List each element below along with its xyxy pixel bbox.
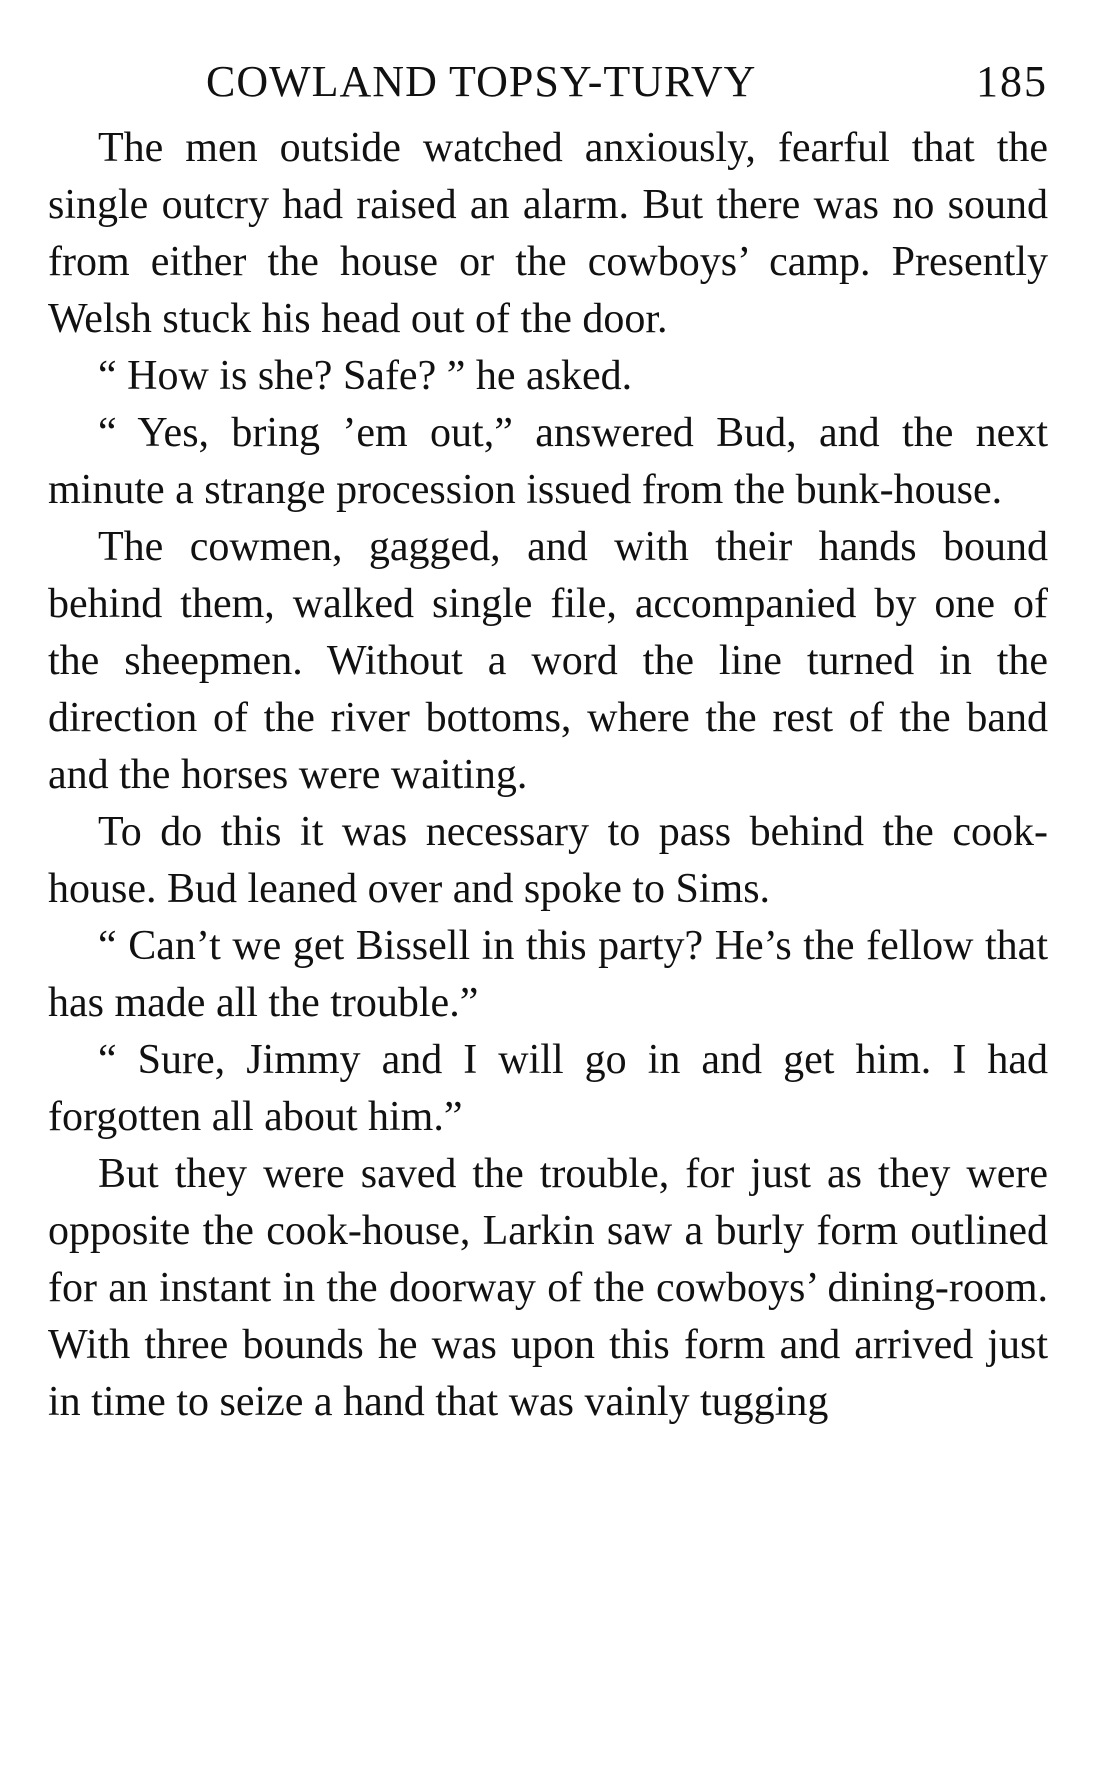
paragraph: But they were saved the trouble, for just as they were opposite the cook-house, Larkin saw a burly form outlined for an instant in the doorway of the cowboys’ dining-room. With three bounds he was upon this form and arrived just in time to seize a hand that was vainly tugging (48, 1151, 1048, 1425)
book-page (48, 56, 1048, 1431)
running-title: COWLAND TOPSY-TURVY (206, 57, 757, 106)
paragraph: “ Sure, Jimmy and I will go in and get him. I had forgotten all about him.” (48, 1037, 1048, 1140)
paragraph: To do this it was necessary to pass behind the cook-house. Bud leaned over and spoke to Sims. (48, 809, 1048, 912)
paragraph: The cowmen, gagged, and with their hands bound behind them, walked single file, accompanied by one of the sheepmen. Without a word the line turned in the direction of the river bottoms, where the rest of the band and the horses were waiting. (48, 524, 1048, 798)
running-head (48, 56, 1048, 120)
paragraph: The men outside watched anxiously, fearful that the single outcry had raised an alarm. But there was no sound from either the house or the cowboys’ camp. Presently Welsh stuck his head out of the door. (48, 125, 1048, 342)
page-number: 185 (976, 57, 1048, 106)
body-text (48, 120, 1048, 1431)
paragraph: “ Yes, bring ’em out,” answered Bud, and the next minute a strange procession issued from the bunk-house. (48, 410, 1048, 513)
paragraph: “ Can’t we get Bissell in this party? He’s the fellow that has made all the trouble.” (48, 923, 1048, 1026)
paragraph: “ How is she? Safe? ” he asked. (98, 353, 633, 399)
